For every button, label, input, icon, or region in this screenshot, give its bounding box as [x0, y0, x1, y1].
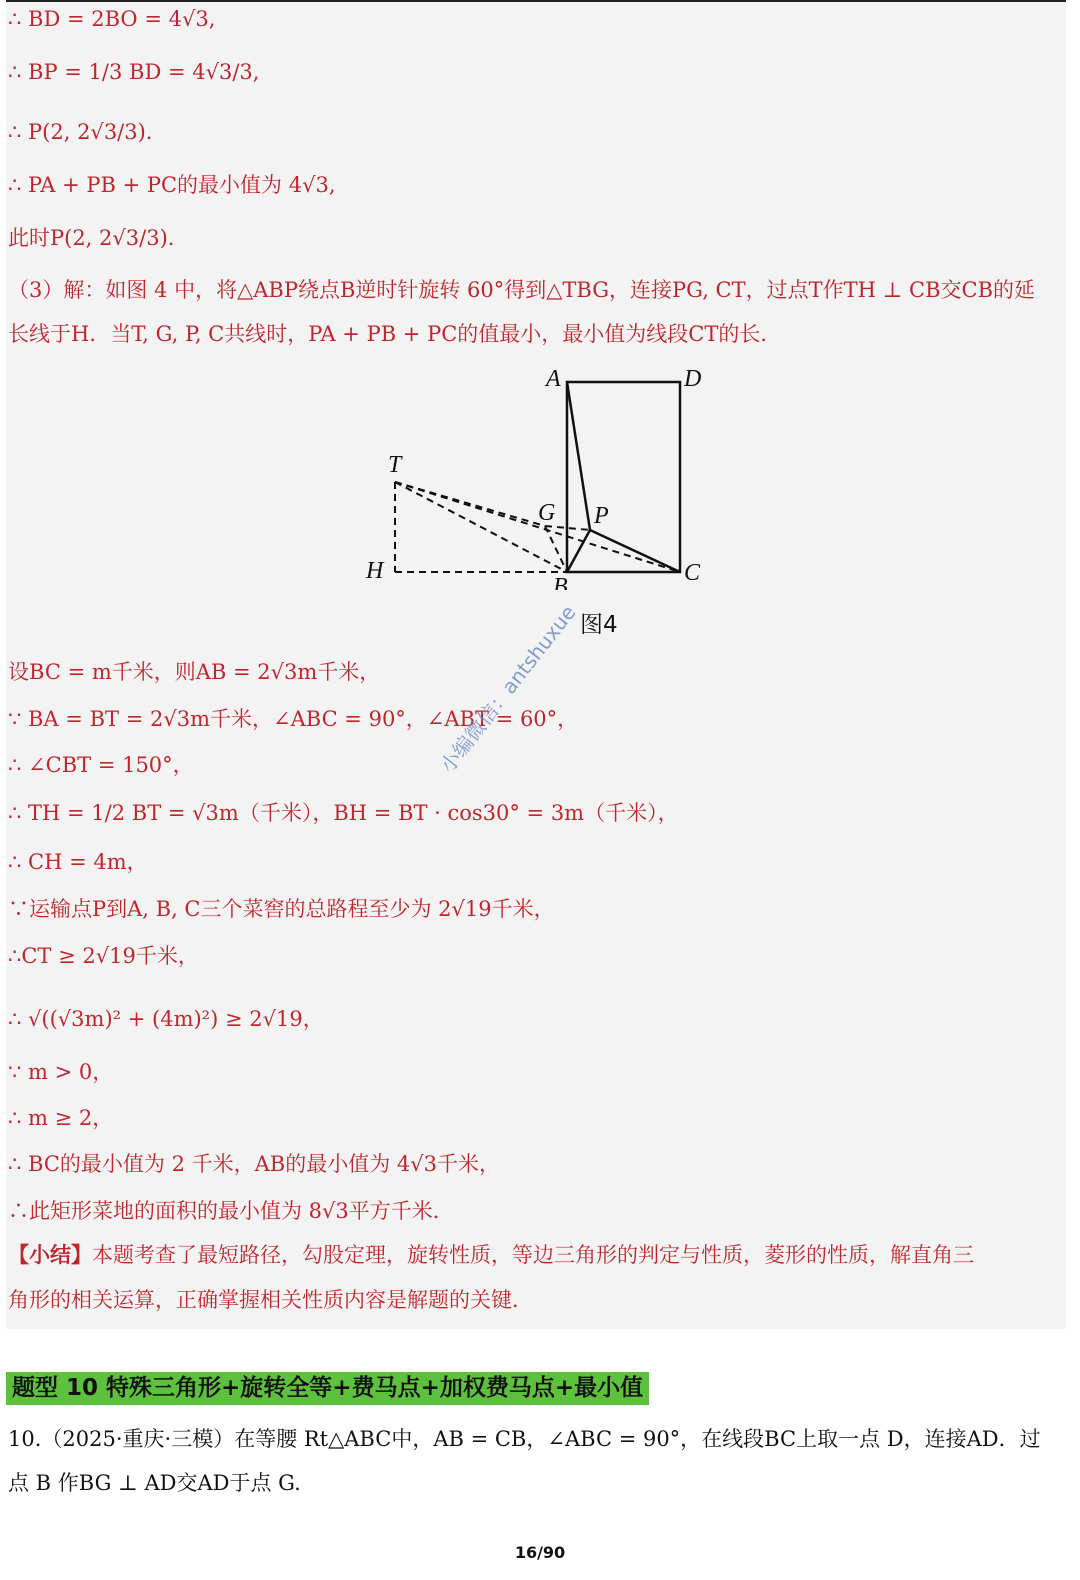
solution-line-5 — [8, 224, 174, 252]
solution-line-3 — [8, 118, 152, 146]
solution-line-4 — [8, 171, 336, 199]
solution-line-3-text: ∴ P(2, 2√3/3). — [8, 120, 153, 144]
label-b: B — [553, 574, 568, 590]
section-title: 题型 10 特殊三角形+旋转全等+费马点+加权费马点+最小值 — [6, 1372, 649, 1405]
line-ct: ∴CT ≥ 2√19千米， — [8, 944, 199, 968]
question-line-1: 10.（2025·重庆·三模）在等腰 Rt△ABC中，AB = CB，∠ABC = 90°，在线段BC上取一点 D，连接AD．过 — [8, 1427, 1041, 1451]
line-m-ge-2: ∴ m ≥ 2， — [8, 1106, 114, 1130]
line-ch: ∴ CH = 4m， — [8, 850, 148, 874]
solution-line-2-text: ∴ BP = 1/3 BD = 4√3/3, — [8, 60, 260, 84]
label-h: H — [366, 558, 384, 584]
summary-line-a — [8, 1241, 974, 1269]
summary-text-a: 本题考查了最短路径，勾股定理，旋转性质，等边三角形的判定与性质，菱形的性质，解直角三 — [92, 1243, 974, 1267]
label-c: C — [684, 560, 701, 586]
solution-line-4-text: ∴ PA + PB + PC的最小值为 4√3, — [8, 173, 336, 197]
segment-ap — [567, 382, 590, 530]
figure-caption: 图4 — [580, 612, 618, 638]
label-d: D — [684, 366, 702, 392]
label-a: A — [546, 366, 561, 392]
summary-tag: 【小结】 — [8, 1242, 92, 1267]
watermark: 小编微信：antshuxue — [435, 600, 581, 778]
figure-4-svg — [360, 360, 720, 590]
line-transport: ∵运输点P到A, B, C三个菜窖的总路程至少为 2√19千米， — [8, 897, 555, 921]
segment-tg — [395, 482, 545, 526]
dashed-construction — [395, 482, 680, 572]
figure-4 — [360, 360, 720, 590]
question-line-2: 点 B 作BG ⊥ AD交AD于点 G. — [8, 1471, 301, 1495]
solution-line-2 — [8, 58, 259, 86]
line-ba-bt: ∵ BA = BT = 2√3m千米，∠ABC = 90°，∠ABT = 60°， — [8, 707, 579, 731]
line-cbt: ∴ ∠CBT = 150°， — [8, 753, 194, 777]
page-number: 16/90 — [514, 1543, 566, 1562]
line-m-positive: ∵ m > 0， — [8, 1060, 114, 1084]
solution-line-5-text: 此时P(2, 2√3/3). — [8, 226, 175, 250]
part3-line-a: （3）解：如图 4 中，将△ABP绕点B逆时针旋转 60°得到△TBG，连接PG, CT，过点T作TH ⊥ CB交CB的延 — [8, 278, 1036, 302]
solution-line-1 — [8, 5, 215, 33]
label-p: P — [594, 503, 609, 529]
line-set-bc: 设BC = m千米，则AB = 2√3m千米， — [8, 660, 381, 684]
segment-tc — [395, 482, 680, 572]
line-th-bh: ∴ TH = 1/2 BT = √3m（千米），BH = BT · cos30° = 3m（千米）， — [8, 801, 679, 825]
label-g: G — [538, 500, 556, 526]
solution-line-1-text: ∴ BD = 2BO = 4√3, — [8, 7, 216, 31]
part3-line-b: 长线于H．当T, G, P, C共线时，PA + PB + PC的值最小，最小值为线段CT的长． — [8, 322, 782, 346]
segment-tb — [395, 482, 567, 572]
line-bc-min: ∴ BC的最小值为 2 千米，AB的最小值为 4√3千米， — [8, 1152, 501, 1176]
line-sqrt: ∴ √((√3m)² + (4m)²) ≥ 2√19， — [8, 1007, 324, 1031]
label-t: T — [388, 452, 402, 478]
summary-line-b: 角形的相关运算，正确掌握相关性质内容是解题的关键． — [8, 1288, 533, 1312]
line-area-min: ∴此矩形菜地的面积的最小值为 8√3平方千米． — [8, 1199, 454, 1223]
segment-pc — [590, 530, 680, 572]
segment-pb — [567, 530, 590, 572]
